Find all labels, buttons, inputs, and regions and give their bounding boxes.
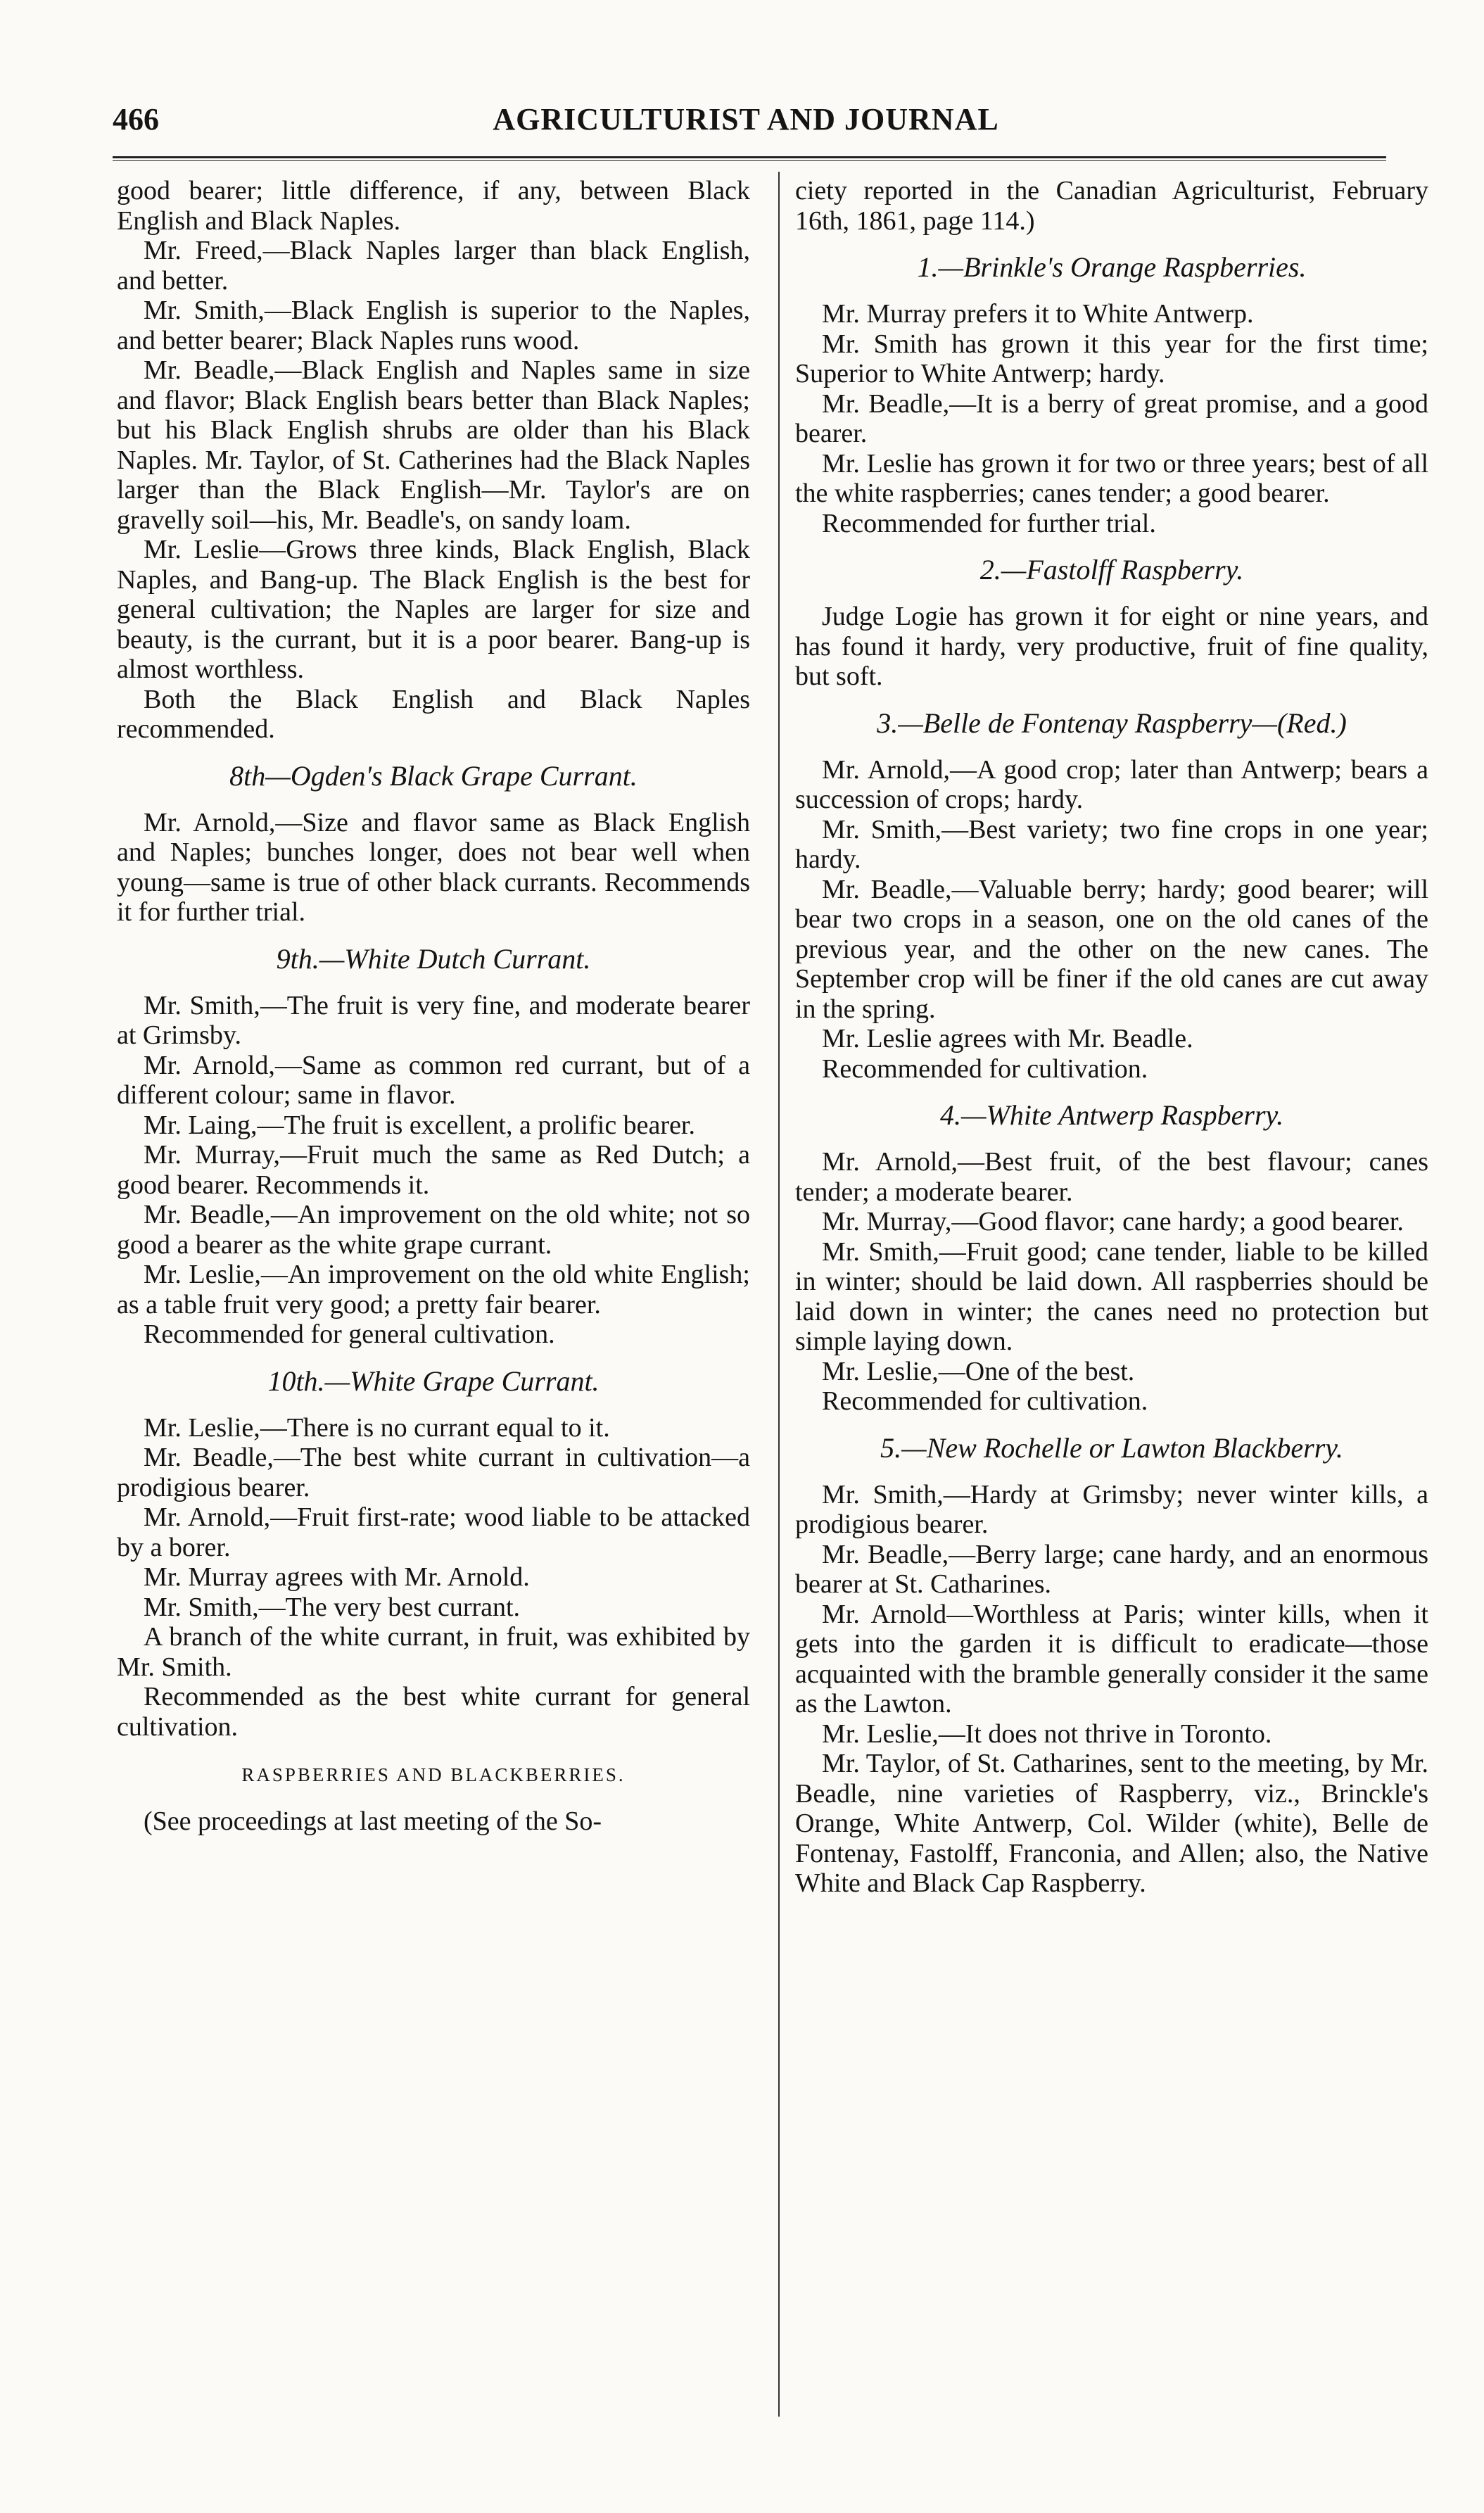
- running-head: AGRICULTURIST AND JOURNAL: [493, 102, 999, 137]
- section-title: RASPBERRIES AND BLACKBERRIES.: [241, 1764, 626, 1785]
- paragraph: Mr. Smith,—Hardy at Grimsby; never winter kills, a prodigious bearer.: [795, 1479, 1428, 1539]
- paragraph: Mr. Smith,—The fruit is very fine, and moderate bearer at Grimsby.: [117, 990, 750, 1050]
- paragraph: Mr. Arnold—Worthless at Paris; winter kills, when it gets into the garden it is difficult to eradicate—those acquainted with the bramble generally consider it the same as the Lawton.: [795, 1599, 1428, 1718]
- section-heading: 2.—Fastolff Raspberry.: [979, 554, 1244, 585]
- paragraph: Mr. Smith,—Black English is superior to the Naples, and better bearer; Black Naples runs wood.: [117, 296, 750, 355]
- right-column: [795, 176, 1428, 1899]
- paragraph: Mr. Murray,—Good flavor; cane hardy; a good bearer.: [822, 1207, 1404, 1236]
- paragraph: Mr. Leslie—Grows three kinds, Black English, Black Naples, and Bang-up. The Black English is the best for general cultivation; the Naples are larger for size and beauty, is the currant, but it is a poor bearer. Bang-up is almost worthless.: [117, 535, 750, 684]
- paragraph: Mr. Beadle,—An improvement on the old white; not so good a bearer as the white grape currant.: [117, 1200, 750, 1260]
- paragraph: Mr. Freed,—Black Naples larger than black English, and better.: [117, 236, 750, 296]
- paragraph: Mr. Beadle,—Black English and Naples same in size and flavor; Black English bears better than Black Naples; but his Black English shrubs are older than his Black Naples. Mr. Taylor, of St. Catherines had the Black Naples larger than the Black English—Mr. Taylor's are on gravelly soil—his, Mr. Beadle's, on sandy loam.: [117, 355, 750, 535]
- paragraph: Mr. Beadle,—It is a berry of great promise, and a good bearer.: [795, 388, 1428, 448]
- section-heading: 3.—Belle de Fontenay Raspberry—(Red.): [877, 707, 1347, 739]
- paragraph: Mr. Arnold,—Best fruit, of the best flavour; canes tender; a moderate bearer.: [795, 1147, 1428, 1207]
- paragraph: Mr. Arnold,—Fruit first-rate; wood liable to be attacked by a borer.: [117, 1502, 750, 1562]
- section-heading: 1.—Brinkle's Orange Raspberries.: [917, 251, 1307, 283]
- paragraph: Both the Black English and Black Naples recommended.: [117, 684, 750, 744]
- paragraph: Mr. Smith has grown it this year for the first time; Superior to White Antwerp; hardy.: [795, 329, 1428, 388]
- paragraph: Mr. Leslie,—An improvement on the old white English; as a table fruit very good; a pretty fair bearer.: [117, 1260, 750, 1319]
- paragraph: Mr. Beadle,—The best white currant in cultivation—a prodigious bearer.: [117, 1443, 750, 1502]
- paragraph: Mr. Taylor, of St. Catharines, sent to the meeting, by Mr. Beadle, nine varieties of Raspberry, viz., Brinckle's Orange, White Antwerp, Col. Wilder (white), Belle de Fontenay, Fastolff, Franconia, and Allen; also, the Native White and Black Cap Raspberry.: [795, 1749, 1428, 1898]
- paragraph: Mr. Murray,—Fruit much the same as Red Dutch; a good bearer. Recommends it.: [117, 1140, 750, 1200]
- header-rule: [113, 156, 1386, 161]
- paragraph: Mr. Leslie,—It does not thrive in Toronto.: [822, 1718, 1272, 1749]
- section-heading: 10th.—White Grape Currant.: [267, 1365, 600, 1397]
- paragraph: Mr. Leslie,—There is no currant equal to it.: [144, 1412, 610, 1443]
- column-divider: [778, 172, 780, 2417]
- section-heading: 8th—Ogden's Black Grape Currant.: [229, 759, 638, 792]
- page-header: [113, 94, 1379, 144]
- paragraph: Recommended for general cultivation.: [144, 1319, 555, 1349]
- paragraph: Judge Logie has grown it for eight or nine years, and has found it hardy, very productive, fruit of fine quality, but soft.: [795, 602, 1428, 691]
- paragraph: Recommended for cultivation.: [822, 1053, 1148, 1084]
- paragraph: Recommended for further trial.: [822, 508, 1156, 538]
- paragraph: Mr. Murray agrees with Mr. Arnold.: [144, 1562, 530, 1592]
- paragraph: Mr. Smith,—Fruit good; cane tender, liable to be killed in winter; should be laid down. All raspberries should be laid down in winter; the canes need no protection but simple laying down.: [795, 1236, 1428, 1356]
- section-heading: 9th.—White Dutch Currant.: [276, 942, 591, 975]
- paragraph: (See proceedings at last meeting of the So-: [144, 1806, 602, 1836]
- paragraph: Mr. Murray prefers it to White Antwerp.: [822, 299, 1254, 329]
- paragraph: Mr. Arnold,—A good crop; later than Antwerp; bears a succession of crops; hardy.: [795, 754, 1428, 814]
- section-heading: 5.—New Rochelle or Lawton Blackberry.: [880, 1431, 1343, 1464]
- paragraph: A branch of the white currant, in fruit, was exhibited by Mr. Smith.: [117, 1622, 750, 1682]
- paragraph: Mr. Leslie agrees with Mr. Beadle.: [822, 1024, 1193, 1053]
- paragraph: Recommended as the best white currant for general cultivation.: [117, 1682, 750, 1742]
- paragraph: good bearer; little difference, if any, between Black English and Black Naples.: [117, 176, 750, 236]
- paragraph: Mr. Arnold,—Same as common red currant, but of a different colour; same in flavor.: [117, 1050, 750, 1110]
- section-heading: 4.—White Antwerp Raspberry.: [939, 1099, 1284, 1131]
- paragraph: Mr. Beadle,—Valuable berry; hardy; good bearer; will bear two crops in a season, one on the old canes of the previous year, and the other on the new canes. The September crop will be finer if the old canes are cut away in the spring.: [795, 874, 1428, 1024]
- page-number: 466: [113, 102, 159, 137]
- paragraph: Mr. Beadle,—Berry large; cane hardy, and an enormous bearer at St. Catharines.: [795, 1539, 1428, 1599]
- left-column: [117, 176, 750, 1837]
- paragraph: Mr. Laing,—The fruit is excellent, a prolific bearer.: [144, 1110, 695, 1140]
- paragraph: Mr. Leslie,—One of the best.: [822, 1356, 1135, 1386]
- paragraph: Recommended for cultivation.: [822, 1386, 1148, 1416]
- paragraph: ciety reported in the Canadian Agriculturist, February 16th, 1861, page 114.): [795, 176, 1428, 236]
- paragraph: Mr. Leslie has grown it for two or three years; best of all the white raspberries; canes tender; a good bearer.: [795, 448, 1428, 508]
- paragraph: Mr. Smith,—Best variety; two fine crops in one year; hardy.: [795, 814, 1428, 874]
- paragraph: Mr. Arnold,—Size and flavor same as Black English and Naples; bunches longer, does not bear well when young—same is true of other black currants. Recommends it for further trial.: [117, 807, 750, 927]
- paragraph: Mr. Smith,—The very best currant.: [144, 1592, 521, 1622]
